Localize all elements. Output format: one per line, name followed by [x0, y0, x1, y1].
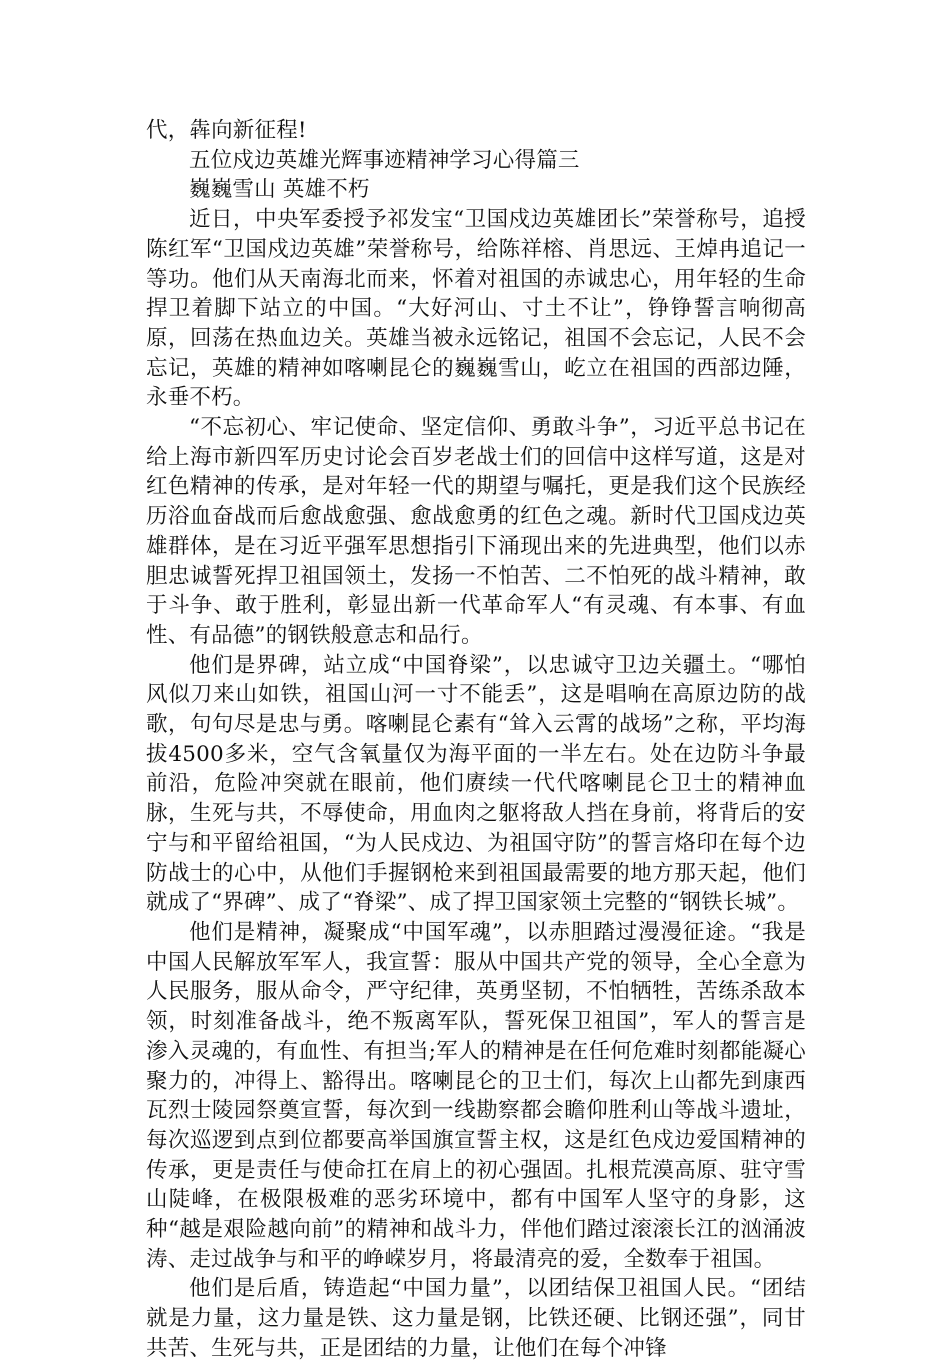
- continuation-text: 代，犇向新征程!: [146, 118, 307, 143]
- document-page: [146, 116, 806, 1364]
- paragraph-3: 他们是界碑，站立成“中国脊梁”，以忠诚守卫边关疆土。“哪怕风似刀来山如铁，祖国山河一寸不能丢”，这是唱响在高原边防的战歌，句句尽是忠与勇。喀喇昆仑素有“耸入云霄的战场”之称，平均海拔4500多米，空气含氧量仅为海平面的一半左右。处在边防斗争最前沿，危险冲突就在眼前，他们赓续一代代喀喇昆仑卫士的精神血脉，生死与共，不辱使命，用血肉之躯将敌人挡在身前，将背后的安宁与和平留给祖国，“为人民戍边、为祖国守防”的誓言烙印在每个边防战士的心中，从他们手握钢枪来到祖国最需要的地方那天起，他们就成了“界碑”、成了“脊梁”、成了捍卫国家领土完整的“钢铁长城”。: [146, 652, 806, 916]
- paragraph-4: 他们是精神，凝聚成“中国军魂”，以赤胆踏过漫漫征途。“我是中国人民解放军军人，我宣誓：服从中国共产党的领导，全心全意为人民服务，服从命令，严守纪律，英勇坚韧，不怕牺牲，苦练杀敌本领，时刻准备战斗，绝不叛离军队，誓死保卫祖国”，军人的誓言是渗入灵魂的，有血性、有担当;军人的精神是在任何危难时刻都能凝心聚力的，冲得上、豁得出。喀喇昆仑的卫士们，每次上山都先到康西瓦烈士陵园祭奠宣誓，每次到一线勘察都会瞻仰胜利山等战斗遗址，每次巡逻到点到位都要高举国旗宣誓主权，这是红色戍边爱国精神的传承，更是责任与使命扛在肩上的初心强固。扎根荒漠高原、驻守雪山陡峰，在极限极难的恶劣环境中，都有中国军人坚守的身影，这种“越是艰险越向前”的精神和战斗力，伴他们踏过滚滚长江的汹涌波涛、走过战争与和平的峥嵘岁月，将最清亮的爱，全数奉于祖国。: [146, 919, 806, 1272]
- document-title: 五位戍边英雄光辉事迹精神学习心得篇三: [189, 147, 580, 173]
- document-subtitle: 巍巍雪山 英雄不朽: [189, 177, 370, 203]
- paragraph-2: “不忘初心、牢记使命、坚定信仰、勇敢斗争”，习近平总书记在给上海市新四军历史讨论会百岁老战士们的回信中这样写道，这是对红色精神的传承，是对年轻一代的期望与嘱托，更是我们这个民族经历浴血奋战而后愈战愈强、愈战愈勇的红色之魂。新时代卫国戍边英雄群体，是在习近平强军思想指引下涌现出来的先进典型，他们以赤胆忠诚誓死捍卫祖国领土，发扬一不怕苦、二不怕死的战斗精神，敢于斗争、敢于胜利，彰显出新一代革命军人“有灵魂、有本事、有血性、有品德”的钢铁般意志和品行。: [146, 415, 806, 648]
- paragraph-1: 近日，中央军委授予祁发宝“卫国戍边英雄团长”荣誉称号，追授陈红军“卫国戍边英雄”荣誉称号，给陈祥榕、肖思远、王焯冉追记一等功。他们从天南海北而来，怀着对祖国的赤诚忠心，用年轻的生命捍卫着脚下站立的中国。“大好河山、寸土不让”，铮铮誓言响彻高原，回荡在热血边关。英雄当被永远铭记，祖国不会忘记，人民不会忘记，英雄的精神如喀喇昆仑的巍巍雪山，屹立在祖国的西部边陲，永垂不朽。: [146, 207, 806, 411]
- paragraph-5: 他们是后盾，铸造起“中国力量”，以团结保卫祖国人民。“团结就是力量，这力量是铁、这力量是钢，比铁还硬、比钢还强”，同甘共苦、生死与共，正是团结的力量，让他们在每个冲锋: [146, 1276, 806, 1361]
